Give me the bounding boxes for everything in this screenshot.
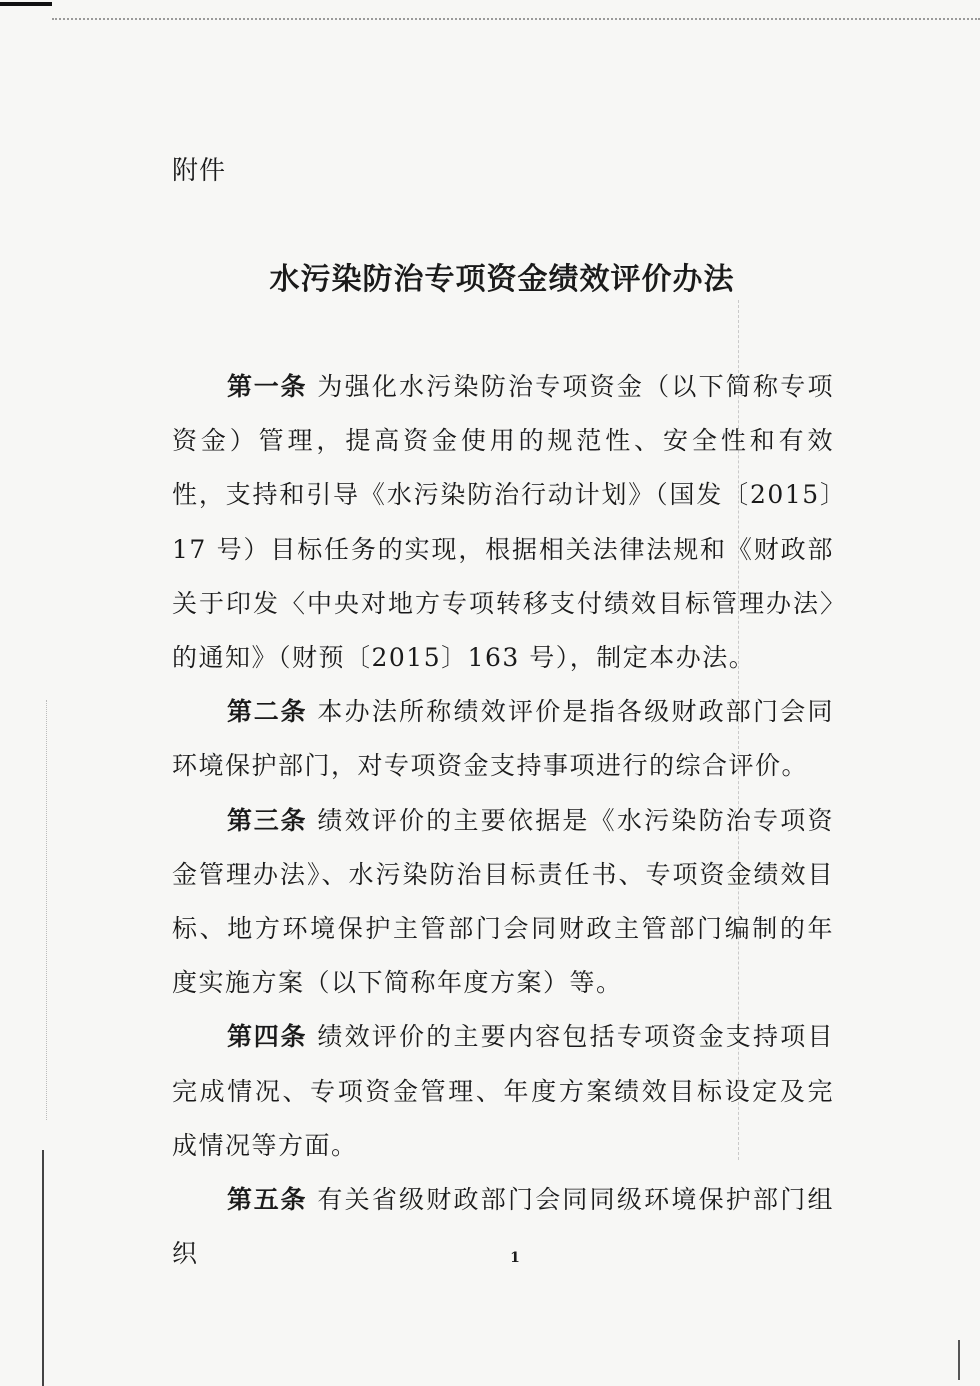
article-3: [172, 794, 834, 1011]
article-1: [172, 360, 834, 685]
article-1-text: 为强化水污染防治专项资金（以下简称专项资金）管理，提高资金使用的规范性、安全性和有效性，支持和引导《水污染防治行动计划》（国发〔2015〕17 号）目标任务的实现，根据相关法律法规和《财政部关于印发〈中央对地方专项转移支付绩效目标管理办法〉的通知》（财预〔2015〕163 号），制定本办法。: [172, 372, 834, 673]
article-5-text: 有关省级财政部门会同同级环境保护部门组织: [172, 1185, 834, 1269]
article-4: [172, 1010, 834, 1173]
article-2: [172, 685, 834, 793]
page-number: 1: [510, 1250, 520, 1266]
document-body: [172, 360, 834, 1281]
article-2-text: 本办法所称绩效评价是指各级财政部门会同环境保护部门，对专项资金支持事项进行的综合评价。: [172, 697, 834, 781]
article-3-number: 第三条: [227, 805, 308, 835]
attachment-label: 附件: [172, 156, 227, 186]
scan-artifact-left-edge: [42, 1150, 44, 1386]
article-4-text: 绩效评价的主要内容包括专项资金支持项目完成情况、专项资金管理、年度方案绩效目标设定及完成情况等方面。: [172, 1022, 834, 1160]
scan-artifact-top-bar: [0, 2, 52, 6]
scan-artifact-right-mark: [958, 1340, 960, 1380]
article-5-number: 第五条: [227, 1185, 308, 1215]
article-1-number: 第一条: [227, 372, 308, 401]
scan-artifact-left-dotted: [46, 700, 47, 1120]
scan-artifact-top-line: [52, 18, 980, 20]
article-3-text: 绩效评价的主要依据是《水污染防治专项资金管理办法》、水污染防治目标责任书、专项资金绩效目标、地方环境保护主管部门会同财政主管部门编制的年度实施方案（以下简称年度方案）等。: [172, 805, 834, 998]
document-title: 水污染防治专项资金绩效评价办法: [269, 262, 735, 297]
article-4-number: 第四条: [227, 1022, 308, 1052]
article-2-number: 第二条: [227, 697, 308, 727]
